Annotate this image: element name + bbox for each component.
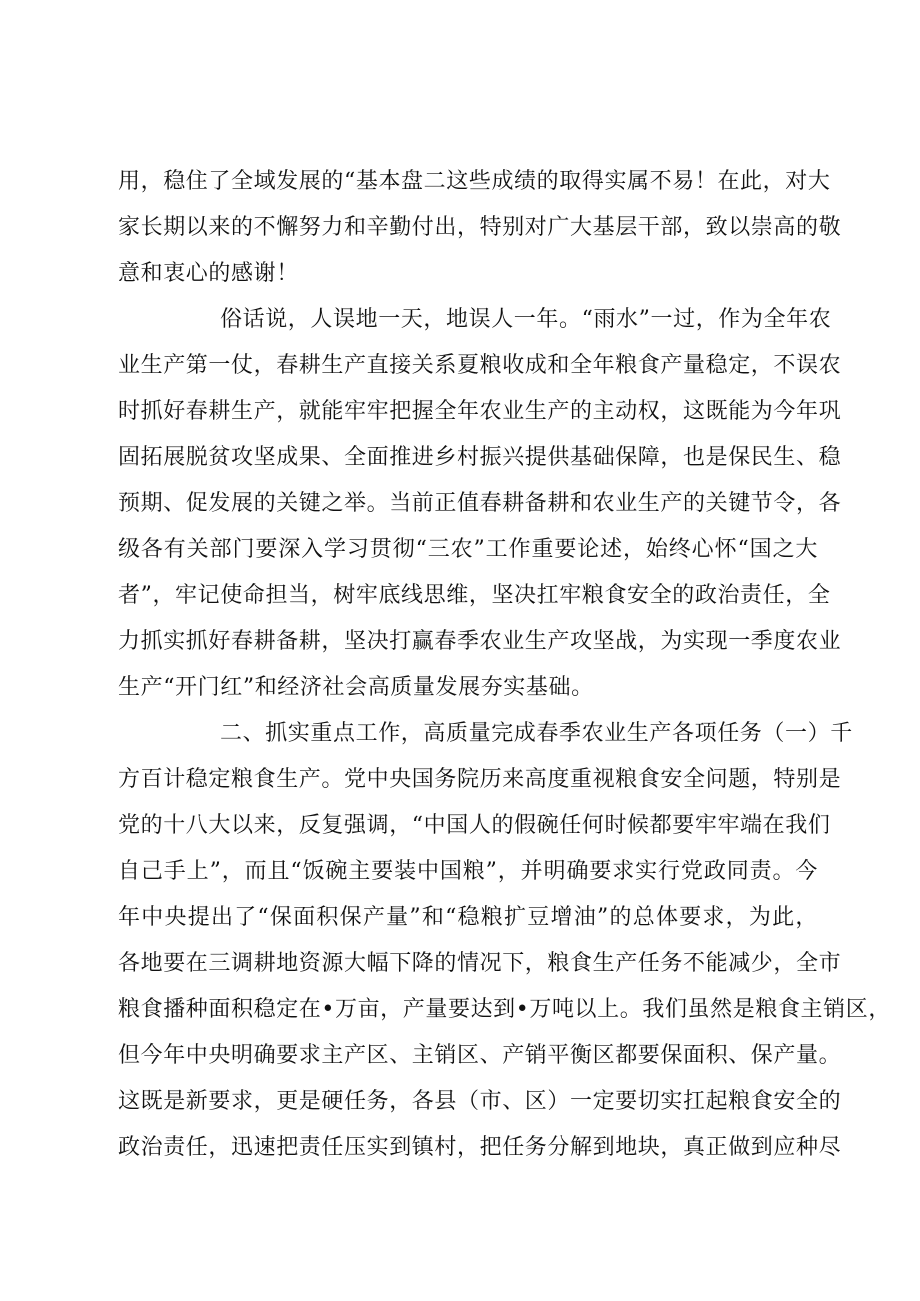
text-line: 粮食播种面积稳定在•万亩，产量要达到•万吨以上。我们虽然是粮食主销区，: [118, 997, 891, 1022]
text-line: 各地要在三调耕地资源大幅下降的情况下，粮食生产任务不能减少，全市: [118, 951, 842, 976]
text-line: 自己手上”，而且“饭碗主要装中国粮”，并明确要求实行党政同责。今: [118, 859, 818, 884]
text-line: 生产“开门红”和经济社会高质量发展夯实基础。: [118, 675, 594, 700]
text-line: 时抓好春耕生产，就能牢牢把握全年农业生产的主动权，这既能为今年巩: [118, 399, 842, 424]
text-line: 政治责任，迅速把责任压实到镇村，把任务分解到地块，真正做到应种尽: [118, 1135, 842, 1160]
text-line: 但今年中央明确要求主产区、主销区、产销平衡区都要保面积、保产量。: [118, 1043, 842, 1068]
text-line: 党的十八大以来，反复强调，“中国人的假碗任何时候都要牢牢端在我们: [118, 813, 831, 838]
text-line: 预期、促发展的关键之举。当前正值春耕备耕和农业生产的关键节令，各: [118, 491, 842, 516]
text-line: 用，稳住了全域发展的“基本盘二这些成绩的取得实属不易！在此，对大: [118, 169, 831, 194]
text-line: 家长期以来的不懈努力和辛勤付出，特别对广大基层干部，致以崇高的敬: [118, 215, 842, 240]
text-line: 年中央提出了“保面积保产量”和“稳粮扩豆增油”的总体要求，为此，: [118, 905, 818, 930]
text-line: 级各有关部门要深入学习贯彻“三农”工作重要论述，始终心怀“国之大: [118, 537, 818, 562]
text-line: 力抓实抓好春耕备耕，坚决打赢春季农业生产攻坚战，为实现一季度农业: [118, 629, 842, 654]
paragraph-first-line: 俗话说，人误地一天，地误人一年。“雨水”一过，作为全年农: [220, 307, 832, 332]
paragraph-first-line: 二、抓实重点工作，高质量完成春季农业生产各项任务（一）千: [220, 721, 853, 746]
text-line: 者”，牢记使命担当，树牢底线思维，坚决扛牢粮食安全的政治责任，全: [118, 583, 831, 608]
text-line: 这既是新要求，更是硬任务，各县（市、区）一定要切实扛起粮食安全的: [118, 1089, 842, 1114]
text-line: 方百计稳定粮食生产。党中央国务院历来高度重视粮食安全问题，特别是: [118, 767, 842, 792]
text-line: 固拓展脱贫攻坚成果、全面推进乡村振兴提供基础保障，也是保民生、稳: [118, 445, 842, 470]
text-line: 意和衷心的感谢！: [118, 261, 299, 286]
text-line: 业生产第一仗，春耕生产直接关系夏粮收成和全年粮食产量稳定，不误农: [118, 353, 842, 378]
